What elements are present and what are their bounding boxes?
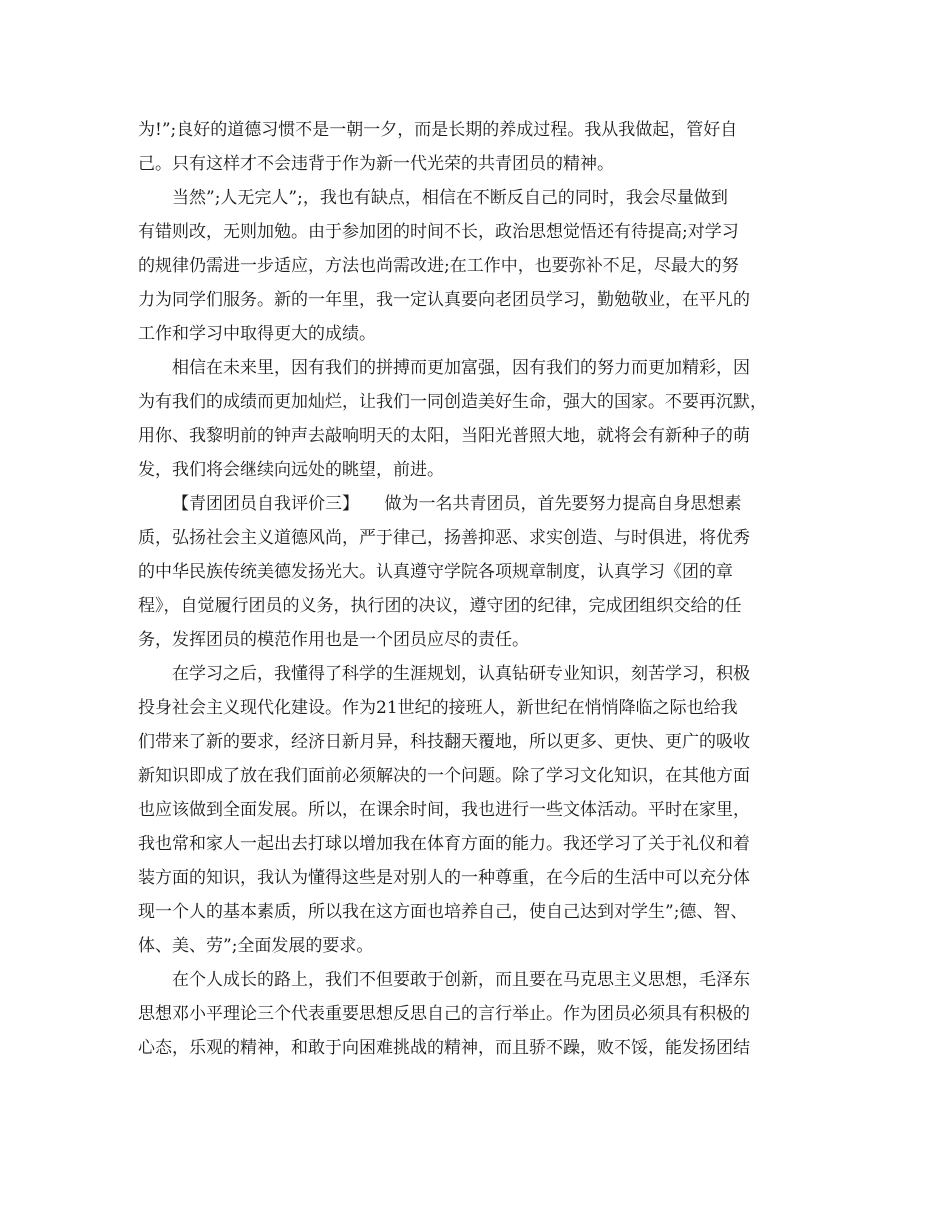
text-line: 力为同学们服务。新的一年里，我一定认真要向老团员学习，勤勉敬业，在平凡的 [138, 290, 750, 310]
text-line: 为有我们的成绩而更加灿烂，让我们一同创造美好生命，强大的国家。不要再沉默， [138, 392, 767, 412]
paragraph-2 [138, 181, 818, 351]
text-line: 在个人成长的路上，我们不但要敢于创新，而且要在马克思主义思想，毛泽东 [172, 970, 750, 990]
text-line: 的中华民族传统美德发扬光大。认真遵守学院各项规章制度，认真学习《团的章 [138, 562, 733, 582]
text-line: 质，弘扬社会主义道德风尚，严于律己，扬善抑恶、求实创造、与时俱进，将优秀 [138, 528, 750, 548]
paragraph-4 [138, 487, 818, 657]
text-line: 体、美、劳”;全面发展的要求。 [138, 936, 374, 956]
paragraph-5 [138, 657, 818, 963]
text-line: 装方面的知识，我认为懂得这些是对别人的一种尊重，在今后的生活中可以充分体 [138, 868, 750, 888]
text-line: 思想邓小平理论三个代表重要思想反思自己的言行举止。作为团员必须具有积极的 [138, 1004, 750, 1024]
text-line: 投身社会主义现代化建设。作为21世纪的接班人，新世纪在悄悄降临之际也给我 [138, 698, 738, 718]
text-line: 务，发挥团员的模范作用也是一个团员应尽的责任。 [138, 630, 529, 650]
text-line: 也应该做到全面发展。所以，在课余时间，我也进行一些文体活动。平时在家里， [138, 800, 750, 820]
text-line: 有错则改，无则加勉。由于参加团的时间不长，政治思想觉悟还有待提高;对学习 [138, 222, 739, 242]
text-line: 现一个人的基本素质，所以我在这方面也培养自己，使自己达到对学生”;德、智、 [138, 902, 748, 922]
text-line: 心态，乐观的精神，和敢于向困难挑战的精神，而且骄不躁，败不馁，能发扬团结 [138, 1038, 750, 1058]
text-line: 工作和学习中取得更大的成绩。 [138, 324, 376, 344]
document-body [138, 113, 818, 1065]
text-line: 用你、我黎明前的钟声去敲响明天的太阳，当阳光普照大地，就将会有新种子的萌 [138, 426, 750, 446]
section-heading-line: 【青团团员自我评价三】 做为一名共青团员，首先要努力提高自身思想素 [172, 494, 742, 514]
text-line: 相信在未来里，因有我们的拼搏而更加富强，因有我们的努力而更加精彩，因 [172, 358, 750, 378]
text-line: 的规律仍需进一步适应，方法也尚需改进;在工作中，也要弥补不足，尽最大的努 [138, 256, 739, 276]
text-line: 程》，自觉履行团员的义务，执行团的决议，遵守团的纪律，完成团组织交给的任 [138, 596, 742, 616]
text-line: 在学习之后，我懂得了科学的生涯规划，认真钻研专业知识，刻苦学习，积极 [172, 664, 750, 684]
text-line: 们带来了新的要求，经济日新月异，科技翻天覆地，所以更多、更快、更广的吸收 [138, 732, 750, 752]
text-line: 发，我们将会继续向远处的眺望，前进。 [138, 460, 444, 480]
paragraph-1 [138, 113, 818, 181]
text-line: 新知识即成了放在我们面前必须解决的一个问题。除了学习文化知识，在其他方面 [138, 766, 750, 786]
text-line: 当然”;人无完人”;，我也有缺点，相信在不断反自己的同时，我会尽量做到 [172, 188, 728, 208]
text-line: 为!”;良好的道德习惯不是一朝一夕，而是长期的养成过程。我从我做起，管好自 [138, 120, 738, 140]
text-line: 我也常和家人一起出去打球以增加我在体育方面的能力。我还学习了关于礼仪和着 [138, 834, 750, 854]
paragraph-3 [138, 351, 818, 487]
text-line: 己。只有这样才不会违背于作为新一代光荣的共青团员的精神。 [138, 154, 614, 174]
paragraph-6 [138, 963, 818, 1065]
